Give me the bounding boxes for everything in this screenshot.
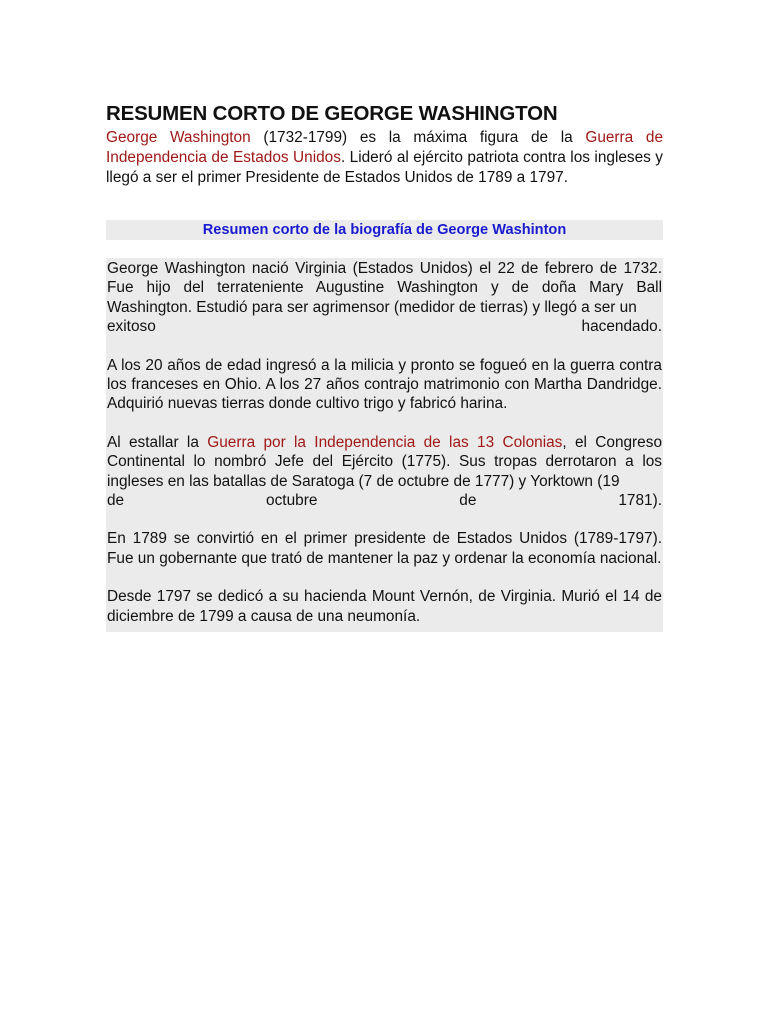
paragraph-birth-text: George Washington nació Virginia (Estados Unidos) el 22 de febrero de 1732. Fue hijo del terrateniente Augustine Washington y de doña Mary Ball Washington. Estudió para ser agrimensor (medidor de tierras) y llegó a ser un <box>107 260 662 316</box>
paragraph-death: Desde 1797 se dedicó a su hacienda Mount Vernón, de Virginia. Murió el 14 de diciembre de 1799 a causa de una neumonía. <box>107 588 662 625</box>
paragraph-militia: A los 20 años de edad ingresó a la milicia y pronto se fogueó en la guerra contra los franceses en Ohio. A los 27 años contrajo matrimonio con Martha Dandridge. Adquirió nuevas tierras donde cultivo trigo y fabricó harina. <box>107 356 662 413</box>
page-title: RESUMEN CORTO DE GEORGE WASHINGTON <box>106 102 558 125</box>
thirteen-colonies-link[interactable]: Guerra por la Independencia de las 13 Colonias <box>207 433 563 451</box>
biography-box <box>106 258 663 632</box>
paragraph-war-text: , el Congreso Continental lo nombró Jefe del Ejército (1775). Sus tropas derrotaron a los ingleses en las batallas de Saratoga (7 de octubre de 1777) y Yorktown (19 <box>107 433 662 490</box>
paragraph-presidency: En 1789 se convirtió en el primer presidente de Estados Unidos (1789-1797). Fue un gobernante que trató de mantener la paz y ordenar la economía nacional. <box>107 530 662 567</box>
paragraph-war <box>107 433 662 511</box>
document-page <box>106 102 663 632</box>
paragraph-war-pre: Al estallar la <box>107 433 208 451</box>
intro-paragraph <box>106 128 663 188</box>
intro-text-1: (1732-1799) es la máxima figura de la <box>250 129 586 146</box>
george-washington-link[interactable]: George Washington <box>106 129 251 146</box>
intro-text-2: . Lideró al ejército patriota contra los ingleses y llegó a ser el primer Presidente de Estados Unidos de 1789 a 1797. <box>106 149 664 186</box>
section-subtitle: Resumen corto de la biografía de George Washinton <box>106 220 663 240</box>
paragraph-birth <box>107 259 662 337</box>
paragraph-war-last-line: de octubre de 1781). <box>107 492 662 510</box>
paragraph-birth-last-line: exitoso hacendado. <box>107 318 662 336</box>
independence-war-link[interactable]: Guerra de Independencia de Estados Unidos <box>106 129 664 166</box>
